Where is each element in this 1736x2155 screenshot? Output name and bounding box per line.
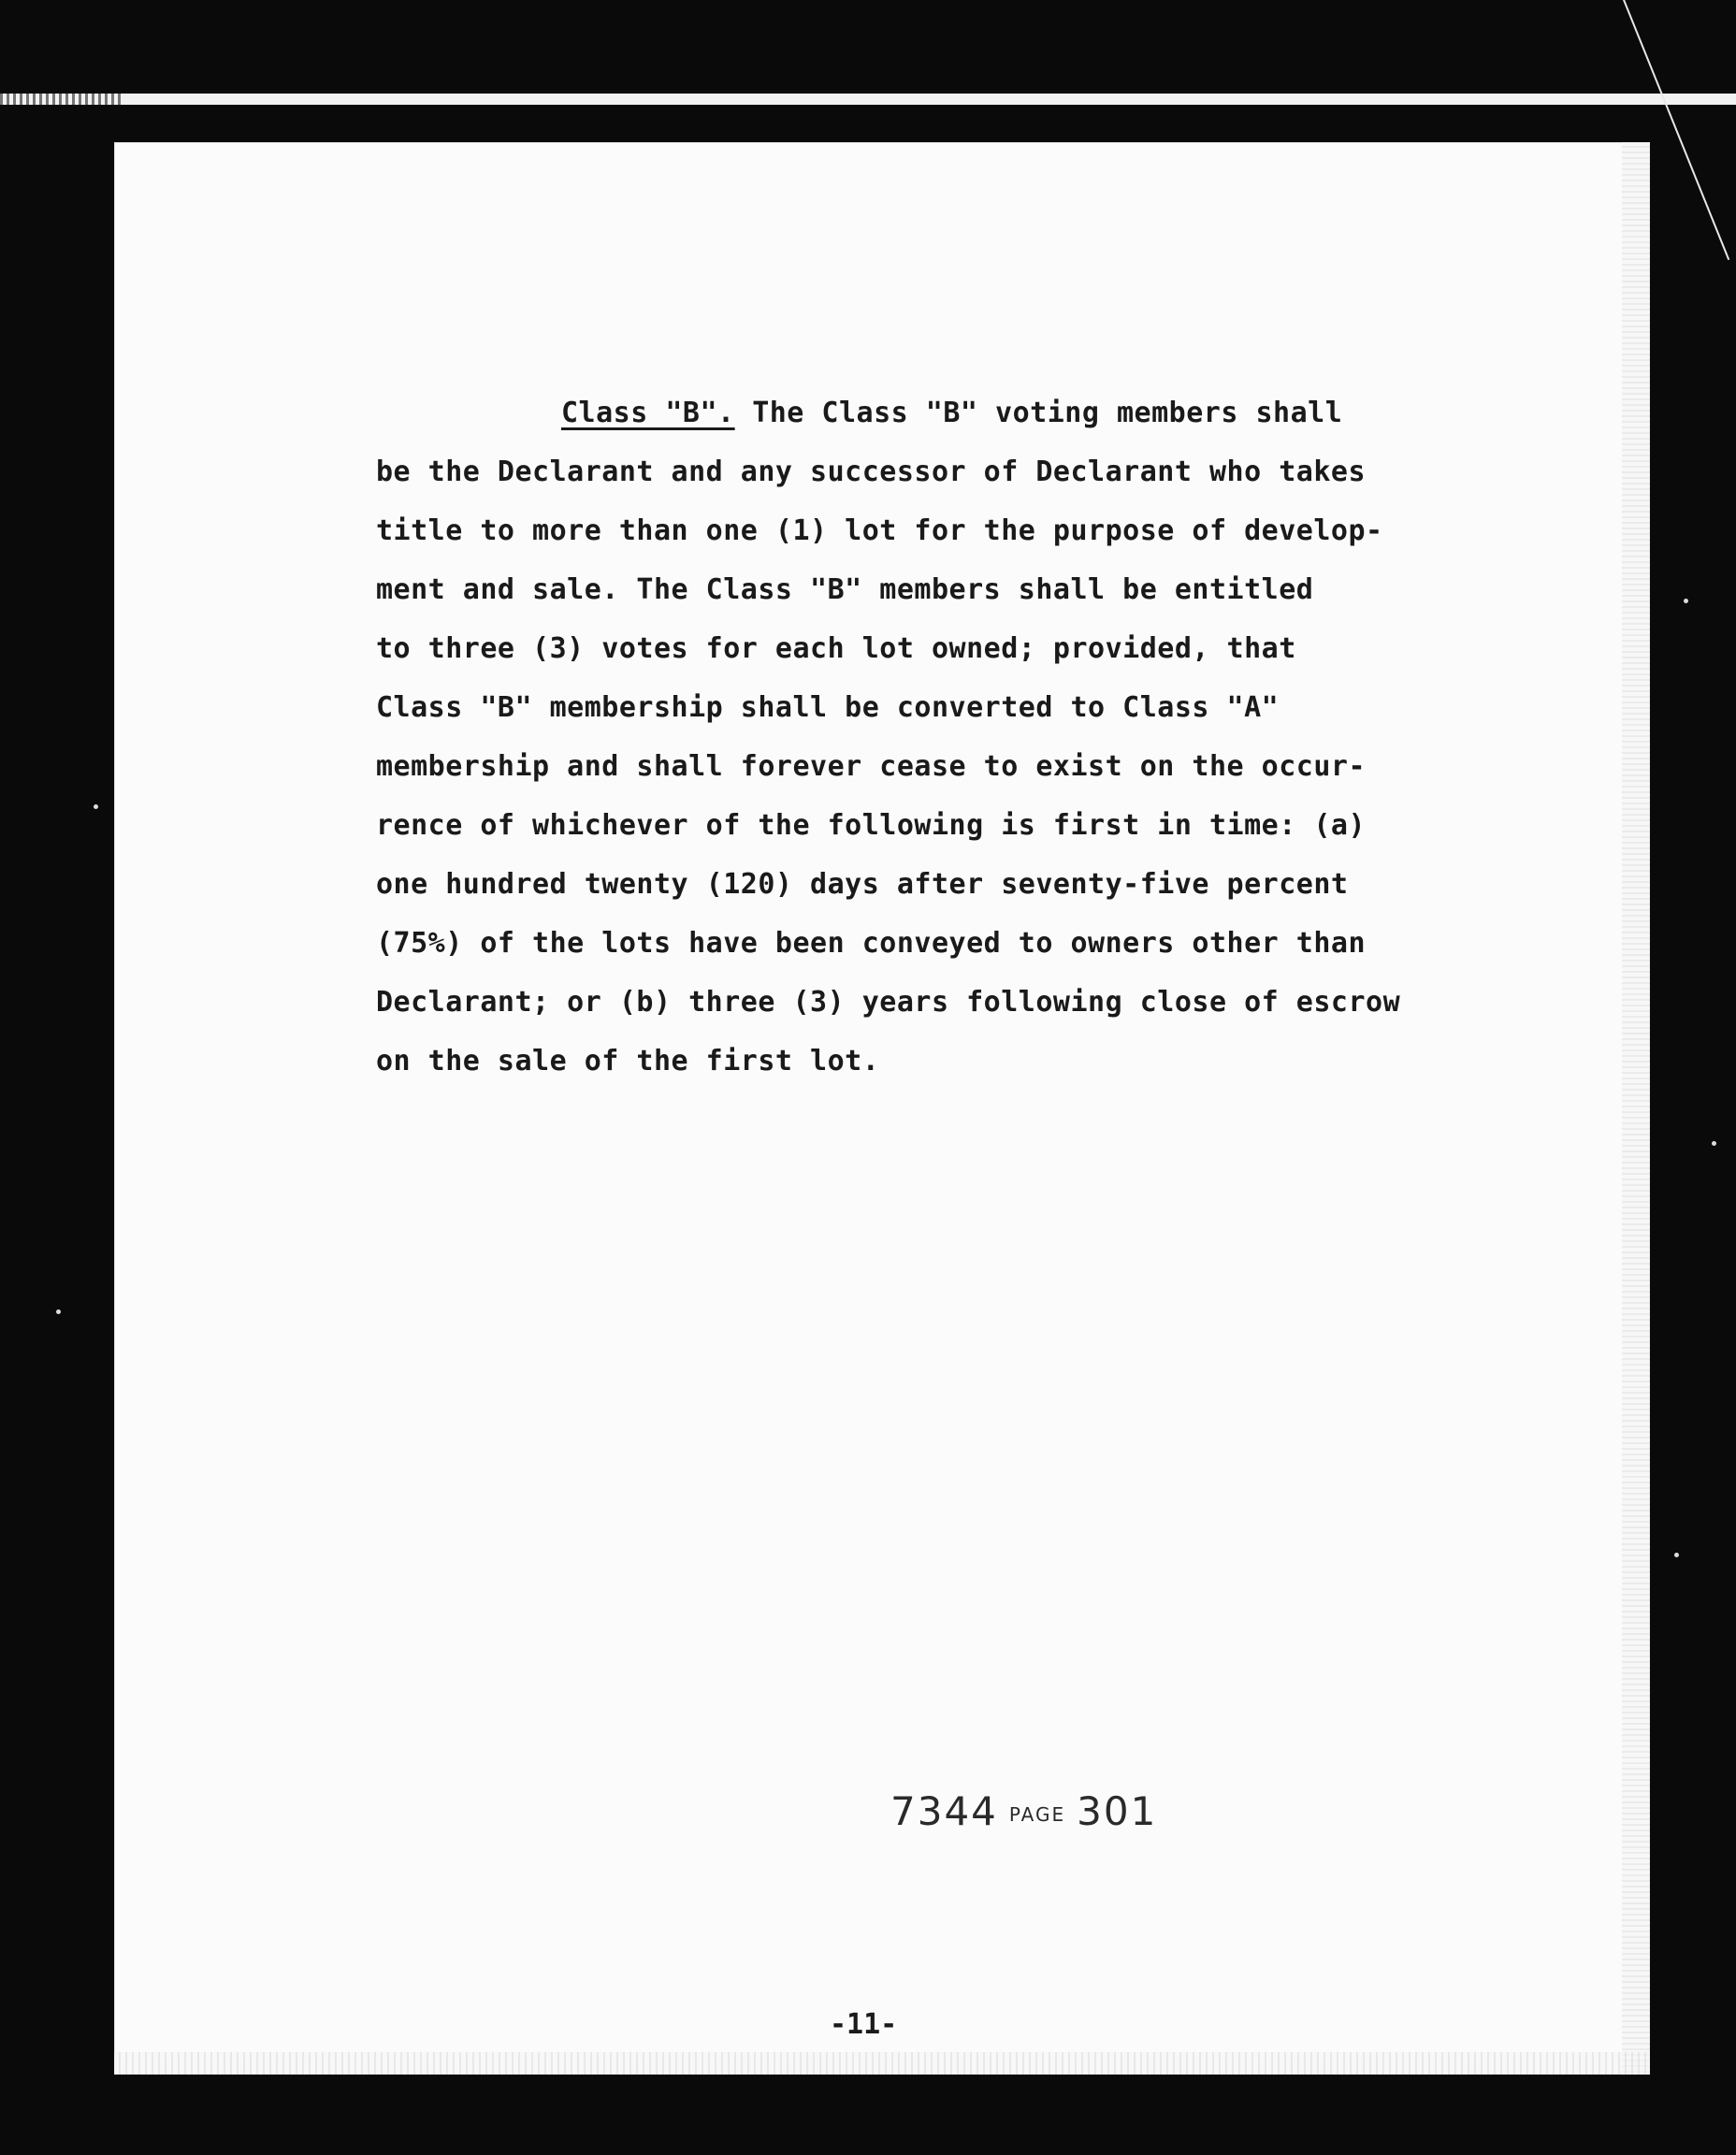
- section-heading: Class "B".: [561, 397, 735, 429]
- page-edge-bottom: [114, 2052, 1650, 2075]
- text-line: one hundred twenty (120) days after seventy-five percent: [376, 868, 1349, 901]
- stamp-page-number: 301: [1077, 1788, 1158, 1834]
- text-line: title to more than one (1) lot for the purpose of develop-: [376, 514, 1383, 547]
- body-paragraph: [376, 383, 1498, 1091]
- text-line: Declarant; or (b) three (3) years following close of escrow: [376, 986, 1401, 1019]
- text-line: to three (3) votes for each lot owned; provided, that: [376, 632, 1296, 665]
- text-line: (75%) of the lots have been conveyed to owners other than: [376, 927, 1367, 960]
- paragraph-first-line: [376, 383, 1498, 442]
- page-number: -11-: [830, 2008, 898, 2041]
- scan-speck: [56, 1309, 61, 1314]
- text-line: be the Declarant and any successor of Declarant who takes: [376, 456, 1367, 488]
- document-page: [114, 142, 1650, 2075]
- text-line: The Class "B" voting members shall: [752, 397, 1343, 429]
- scan-speck: [1712, 1141, 1716, 1146]
- scan-top-strip: [0, 94, 1736, 105]
- text-line: ment and sale. The Class "B" members shall be entitled: [376, 573, 1314, 606]
- scan-speck: [1674, 1553, 1679, 1557]
- stamp-page-label: PAGE: [1008, 1802, 1066, 1826]
- text-line: rence of whichever of the following is first in time: (a): [376, 809, 1367, 842]
- scan-speck: [94, 804, 98, 809]
- scan-speck: [1684, 599, 1688, 603]
- text-line: Class "B" membership shall be converted to Class "A": [376, 691, 1280, 724]
- page-edge-right: [1622, 142, 1650, 2075]
- stamp-book-number: 7344: [890, 1788, 998, 1834]
- text-line: on the sale of the first lot.: [376, 1045, 880, 1078]
- text-line: membership and shall forever cease to exist on the occur-: [376, 750, 1367, 783]
- recording-stamp: [890, 1788, 1157, 1834]
- scan-top-strip-marks: [0, 94, 122, 105]
